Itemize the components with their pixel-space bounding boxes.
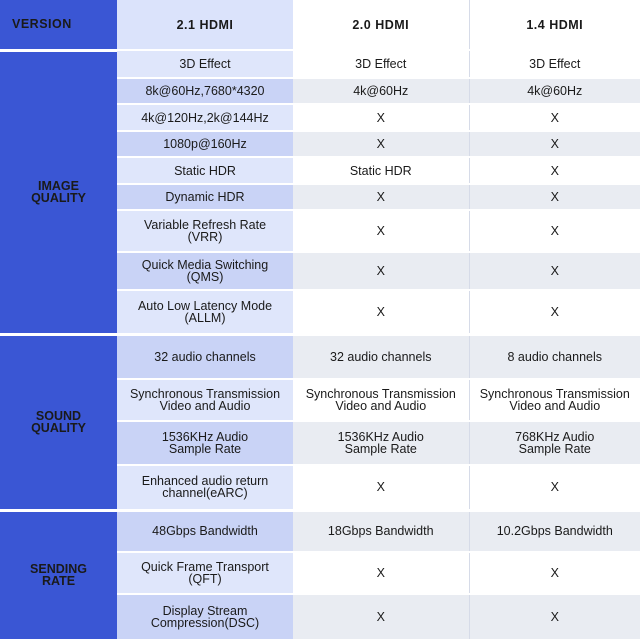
sending-rate-section-label: SENDING RATE xyxy=(0,510,117,640)
cell-hdmi21: Auto Low Latency Mode (ALLM) xyxy=(117,290,293,334)
cell-hdmi20: 32 audio channels xyxy=(293,334,469,379)
cell-hdmi21: 4k@120Hz,2k@144Hz xyxy=(117,104,293,131)
cell-hdmi21: Variable Refresh Rate (VRR) xyxy=(117,210,293,252)
sound-quality-section-label: SOUND QUALITY xyxy=(0,334,117,510)
cell-hdmi21: 48Gbps Bandwidth xyxy=(117,510,293,552)
cell-hdmi20: X xyxy=(293,465,469,510)
cell-hdmi20: 4k@60Hz xyxy=(293,78,469,104)
cell-hdmi14: 8 audio channels xyxy=(469,334,640,379)
cell-hdmi14: X xyxy=(469,290,640,334)
cell-hdmi21: Display Stream Compression(DSC) xyxy=(117,594,293,640)
cell-hdmi20: X xyxy=(293,131,469,157)
hdmi-20-header: 2.0 HDMI xyxy=(293,0,469,50)
table-row xyxy=(0,510,640,552)
cell-hdmi14: X xyxy=(469,552,640,594)
cell-hdmi21: Static HDR xyxy=(117,157,293,184)
hdmi-14-header: 1.4 HDMI xyxy=(469,0,640,50)
cell-hdmi14: X xyxy=(469,131,640,157)
cell-hdmi14: X xyxy=(469,104,640,131)
cell-hdmi20: X xyxy=(293,594,469,640)
cell-hdmi21: 3D Effect xyxy=(117,50,293,78)
cell-hdmi14: Synchronous Transmission Video and Audio xyxy=(469,379,640,421)
cell-hdmi20: X xyxy=(293,290,469,334)
cell-hdmi20: X xyxy=(293,210,469,252)
cell-hdmi14: X xyxy=(469,465,640,510)
cell-hdmi21: 8k@60Hz,7680*4320 xyxy=(117,78,293,104)
cell-hdmi21: 32 audio channels xyxy=(117,334,293,379)
cell-hdmi14: 3D Effect xyxy=(469,50,640,78)
cell-hdmi14: X xyxy=(469,184,640,210)
cell-hdmi20: X xyxy=(293,252,469,290)
cell-hdmi20: X xyxy=(293,104,469,131)
cell-hdmi21: Dynamic HDR xyxy=(117,184,293,210)
cell-hdmi20: 3D Effect xyxy=(293,50,469,78)
cell-hdmi21: Quick Frame Transport (QFT) xyxy=(117,552,293,594)
cell-hdmi20: Synchronous Transmission Video and Audio xyxy=(293,379,469,421)
cell-hdmi14: X xyxy=(469,157,640,184)
cell-hdmi20: 1536KHz Audio Sample Rate xyxy=(293,421,469,465)
header-row xyxy=(0,0,640,50)
cell-hdmi21: Enhanced audio return channel(eARC) xyxy=(117,465,293,510)
version-header: VERSION xyxy=(0,0,117,50)
cell-hdmi21: Synchronous Transmission Video and Audio xyxy=(117,379,293,421)
cell-hdmi20: X xyxy=(293,552,469,594)
table-row xyxy=(0,50,640,78)
cell-hdmi14: 10.2Gbps Bandwidth xyxy=(469,510,640,552)
cell-hdmi21: Quick Media Switching (QMS) xyxy=(117,252,293,290)
cell-hdmi14: X xyxy=(469,594,640,640)
cell-hdmi14: X xyxy=(469,210,640,252)
cell-hdmi14: 4k@60Hz xyxy=(469,78,640,104)
cell-hdmi20: X xyxy=(293,184,469,210)
hdmi-21-header: 2.1 HDMI xyxy=(117,0,293,50)
cell-hdmi20: 18Gbps Bandwidth xyxy=(293,510,469,552)
cell-hdmi20: Static HDR xyxy=(293,157,469,184)
cell-hdmi14: 768KHz Audio Sample Rate xyxy=(469,421,640,465)
cell-hdmi21: 1080p@160Hz xyxy=(117,131,293,157)
cell-hdmi21: 1536KHz Audio Sample Rate xyxy=(117,421,293,465)
table-row xyxy=(0,334,640,379)
cell-hdmi14: X xyxy=(469,252,640,290)
image-quality-section-label: IMAGE QUALITY xyxy=(0,50,117,334)
